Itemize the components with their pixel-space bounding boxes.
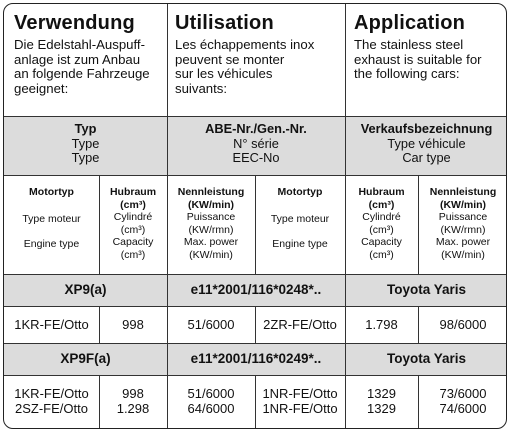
col-unit-en: (cm³) [369,248,394,261]
type-header-fr: Type [71,135,100,151]
col-hubraum-1 [99,186,167,261]
type-header-de: Typ [74,121,97,136]
engine-type-cell: 2ZR-FE/Otto [263,317,337,332]
col-unit-de: (cm³) [120,198,146,211]
power-cell: 51/6000 64/6000 [187,386,235,416]
sales-header-en: Car type [402,150,451,165]
heading-application: Application [354,12,466,34]
col-label-fr: Puissance [438,211,488,223]
intro-text-en: The stainless steel exhaust is suitable for the following cars: [354,37,482,82]
col-unit-fr: (KW/rmn) [188,223,234,236]
col-unit-en: (KW/min) [441,248,485,261]
col-unit-fr: (cm³) [120,223,146,236]
col-label-fr: Type moteur [270,212,330,225]
type-header [4,122,167,166]
col-label-de: Hubraum [358,186,405,198]
engine-type-cell: 1KR-FE/Otto [14,317,89,332]
group-abe: e11*2001/116*0248*.. [190,282,322,297]
heading-verwendung: Verwendung [14,12,135,34]
intro-de [14,12,164,96]
group-car: Toyota Yaris [386,351,467,366]
col-label-fr: Type moteur [22,212,81,225]
intro-en [354,12,504,82]
power-cell: 73/6000 74/6000 [439,386,487,416]
col-label-fr: Cylindré [362,211,401,223]
group-type: XP9(a) [64,282,107,297]
col-unit-en: (KW/min) [189,248,233,261]
col-label-en: Max. power [435,236,491,248]
sales-header [345,122,507,166]
abe-header-de: ABE-Nr./Gen.-Nr. [205,121,307,136]
heading-utilisation: Utilisation [175,12,274,34]
col-label-en: Capacity [361,236,402,248]
col-unit-de: (KW/min) [187,198,235,211]
col-label-de: Motortyp [29,186,74,198]
col-label-en: Engine type [23,238,80,250]
col-nennleistung-2 [418,186,507,261]
col-label-de: Nennleistung [429,186,497,198]
col-label-de: Nennleistung [177,186,245,198]
abe-header-en: EEC-No [232,150,280,165]
intro-text-de: Die Edelstahl-Auspuff- anlage ist zum Anbau an folgende Fahrzeuge geeignet: [14,37,150,96]
col-label-en: Capacity [112,236,154,248]
col-label-fr: Puissance [186,211,236,223]
col-unit-de: (KW/min) [439,198,487,211]
intro-fr [175,12,343,96]
col-label-de: Hubraum [109,186,157,198]
group-abe: e11*2001/116*0249*.. [190,351,322,366]
col-label-en: Engine type [272,238,328,250]
col-label-en: Max. power [183,236,239,248]
col-label-fr: Cylindré [113,211,153,223]
engine-type-cell: 1KR-FE/Otto 2SZ-FE/Otto [14,386,89,416]
engine-type-cell: 1NR-FE/Otto 1NR-FE/Otto [262,386,338,416]
col-nennleistung-1 [167,186,255,261]
col-motortyp-2 [255,186,345,251]
abe-header-fr: N° série [233,135,279,151]
col-unit-de: (cm³) [368,198,395,211]
power-cell: 51/6000 [187,317,235,332]
col-unit-fr: (cm³) [369,223,394,236]
capacity-cell: 1329 1329 [367,386,396,416]
col-unit-en: (cm³) [120,248,146,261]
application-table [3,3,507,429]
abe-header [167,122,345,166]
capacity-cell: 998 [122,317,144,332]
group-car: Toyota Yaris [386,282,467,297]
power-cell: 98/6000 [439,317,487,332]
col-label-de: Motortyp [277,186,323,198]
intro-text-fr: Les échappements inox peuvent se monter sur les véhicules suivants: [175,37,315,96]
col-hubraum-2 [345,186,418,261]
capacity-cell: 1.798 [365,317,398,332]
type-header-en: Type [71,150,100,165]
col-unit-fr: (KW/rmn) [440,223,486,236]
sales-header-fr: Type véhicule [387,135,466,151]
capacity-cell: 998 1.298 [116,386,150,416]
group-type: XP9F(a) [60,351,111,366]
col-motortyp-1 [4,186,99,251]
sales-header-de: Verkaufsbezeichnung [360,121,493,136]
